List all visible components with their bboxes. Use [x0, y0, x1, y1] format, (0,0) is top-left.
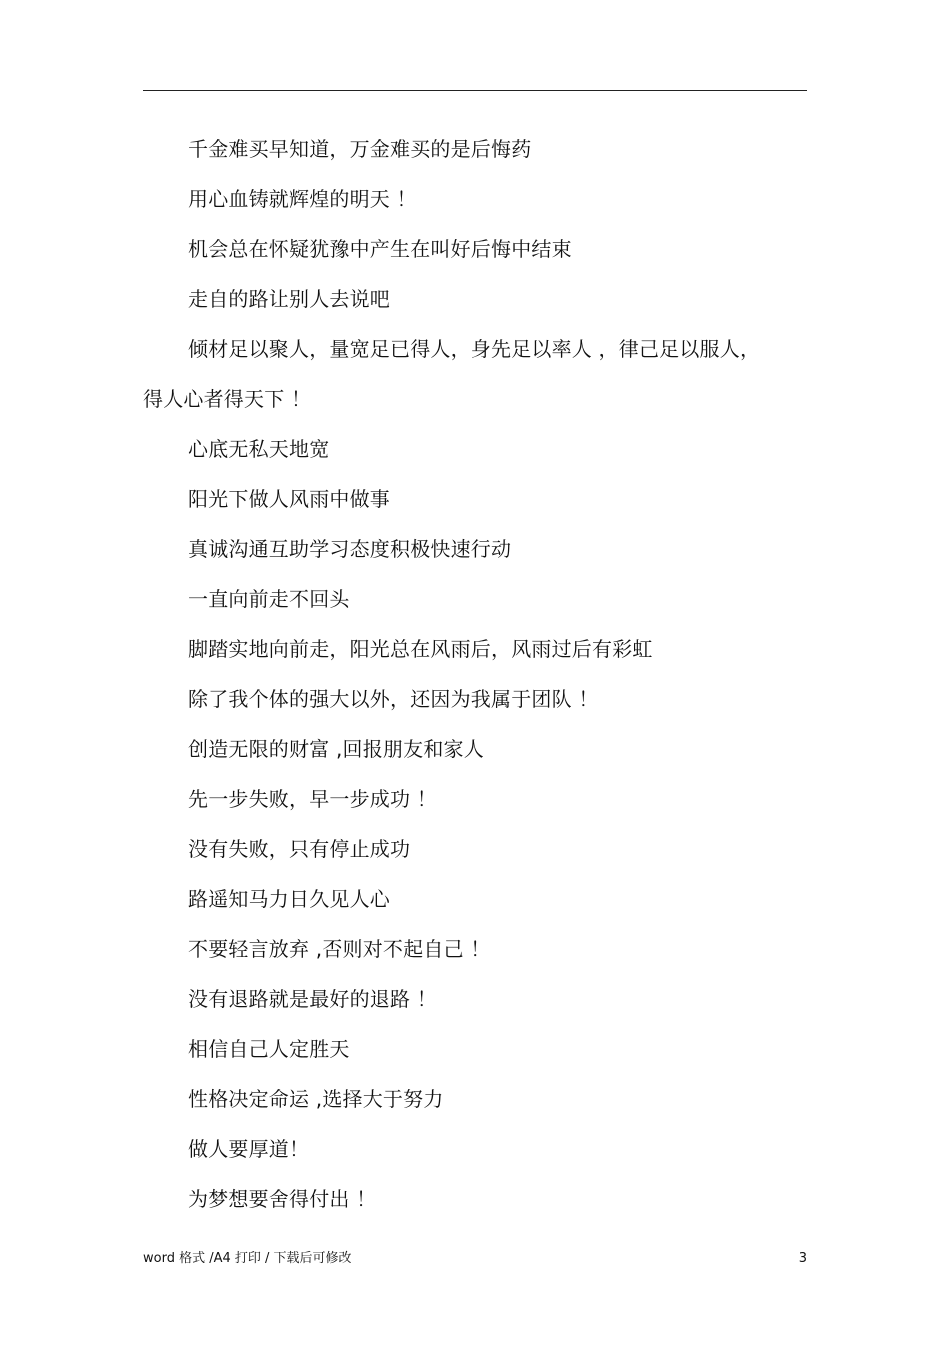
text-line: 脚踏实地向前走，阳光总在风雨后，风雨过后有彩虹 — [188, 637, 653, 661]
text-line: 不要轻言放弃 ,否则对不起自己 ！ — [188, 937, 491, 961]
text-line: 走自的路让别人去说吧 — [188, 287, 390, 311]
text-line-continuation: 得人心者得天下 ！ — [143, 387, 312, 411]
header-rule — [143, 90, 807, 91]
text-line: 性格决定命运 ,选择大于努力 — [188, 1087, 444, 1111]
text-line: 机会总在怀疑犹豫中产生在叫好后悔中结束 — [188, 237, 572, 261]
text-line: 做人要厚道！ — [188, 1137, 310, 1161]
footer-note: word 格式 /A4 打印 / 下载后可修改 — [143, 1251, 352, 1266]
text-line: 没有退路就是最好的退路 ！ — [188, 987, 437, 1011]
text-line: 为梦想要舍得付出 ！ — [188, 1187, 377, 1211]
document-body — [143, 124, 807, 1224]
page-number: 3 — [798, 1251, 807, 1266]
text-line: 先一步失败，早一步成功 ！ — [188, 787, 437, 811]
text-line: 除了我个体的强大以外，还因为我属于团队 ！ — [188, 687, 599, 711]
text-line: 倾材足以聚人，量宽足已得人，身先足以率人 ，律己足以服人， — [188, 337, 761, 361]
text-line: 路遥知马力日久见人心 — [188, 887, 390, 911]
text-line: 阳光下做人风雨中做事 — [188, 487, 390, 511]
text-line: 创造无限的财富 ,回报朋友和家人 — [188, 737, 484, 761]
text-line: 没有失败，只有停止成功 — [188, 837, 411, 861]
text-line: 心底无私天地宽 — [188, 437, 330, 461]
text-line: 真诚沟通互助学习态度积极快速行动 — [188, 537, 512, 561]
text-line: 一直向前走不回头 — [188, 587, 350, 611]
text-line: 用心血铸就辉煌的明天 ！ — [188, 187, 417, 211]
text-line: 相信自己人定胜天 — [188, 1037, 350, 1061]
text-line: 千金难买早知道，万金难买的是后悔药 — [188, 137, 532, 161]
